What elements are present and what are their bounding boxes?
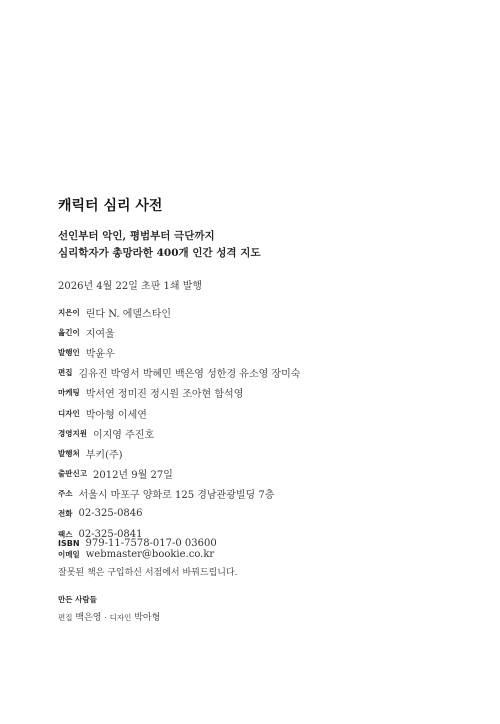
- credit-value: 부키(주): [85, 449, 123, 461]
- credit-row-address: [58, 484, 300, 504]
- credit-label: 출판신고: [58, 469, 87, 479]
- credit-row-translator: [58, 322, 300, 342]
- credit-label: 주소: [58, 489, 73, 499]
- credit-value: 김유진 박영서 박혜민 백은영 성한경 유소영 장미숙: [78, 369, 301, 381]
- makers-separator: ·: [104, 613, 107, 622]
- credit-row-author: [58, 302, 300, 322]
- credit-row-management: [58, 423, 300, 443]
- credit-value: 02-325-0841: [78, 528, 143, 540]
- credit-value: 서울시 마포구 양화로 125 경남관광빌딩 7층: [78, 490, 275, 502]
- credit-value: 02-325-0846: [78, 508, 143, 520]
- credit-value: 지여울: [85, 328, 115, 340]
- credit-label: 편집: [58, 368, 73, 378]
- isbn-value: 979-11-7578-017-0 03600: [85, 538, 217, 549]
- makers-designer-label: 디자인: [109, 613, 132, 622]
- credit-label: 지은이: [58, 307, 80, 317]
- credits-list: [58, 302, 300, 564]
- credit-value: 박아형 이세연: [85, 409, 147, 421]
- exchange-note: 잘못된 책은 구입하신 서점에서 바꿔드립니다.: [58, 568, 238, 578]
- credit-label: 발행처: [58, 448, 80, 458]
- book-subtitle-line-1: 선인부터 악인, 평범부터 극단까지: [58, 230, 215, 242]
- credit-label: 발행인: [58, 347, 80, 357]
- credit-label: 팩스: [58, 529, 73, 539]
- credit-row-editing: [58, 363, 300, 383]
- isbn-label: ISBN: [58, 539, 80, 548]
- credit-row-registration: [58, 464, 300, 484]
- credit-row-publisher: [58, 443, 300, 463]
- isbn-row: [58, 538, 217, 549]
- credit-value: 박윤우: [85, 348, 115, 360]
- credit-label: 경영지원: [58, 428, 87, 438]
- credit-label: 옮긴이: [58, 327, 80, 337]
- makers-editor-label: 편집: [58, 613, 73, 622]
- makers-title: 만든 사람들: [58, 595, 97, 604]
- credit-label: 마케팅: [58, 388, 80, 398]
- credit-value: 2012년 9월 27일: [92, 470, 173, 482]
- credit-label: 전화: [58, 509, 73, 519]
- credit-value: 박서연 정미진 정시원 조아현 함석영: [85, 389, 244, 401]
- credit-row-marketing: [58, 383, 300, 403]
- credit-label: 이메일: [58, 549, 80, 559]
- makers-editor: 백은영: [75, 613, 102, 623]
- book-title: 캐릭터 심리 사전: [58, 198, 163, 214]
- credit-value: 린다 N. 에델스타인: [85, 308, 172, 320]
- credit-row-design: [58, 403, 300, 423]
- book-subtitle-line-2: 심리학자가 총망라한 400개 인간 성격 지도: [58, 247, 261, 259]
- makers-line: [58, 610, 160, 623]
- credit-label: 디자인: [58, 408, 80, 418]
- edition-info: 2026년 4월 22일 초판 1쇄 발행: [58, 281, 203, 292]
- credit-value: webmaster@bookie.co.kr: [85, 548, 215, 560]
- credit-row-publisher-person: [58, 342, 300, 362]
- credit-value: 이지영 주진호: [92, 429, 155, 441]
- credit-row-phone: [58, 504, 300, 524]
- makers-designer: 박아형: [134, 613, 161, 623]
